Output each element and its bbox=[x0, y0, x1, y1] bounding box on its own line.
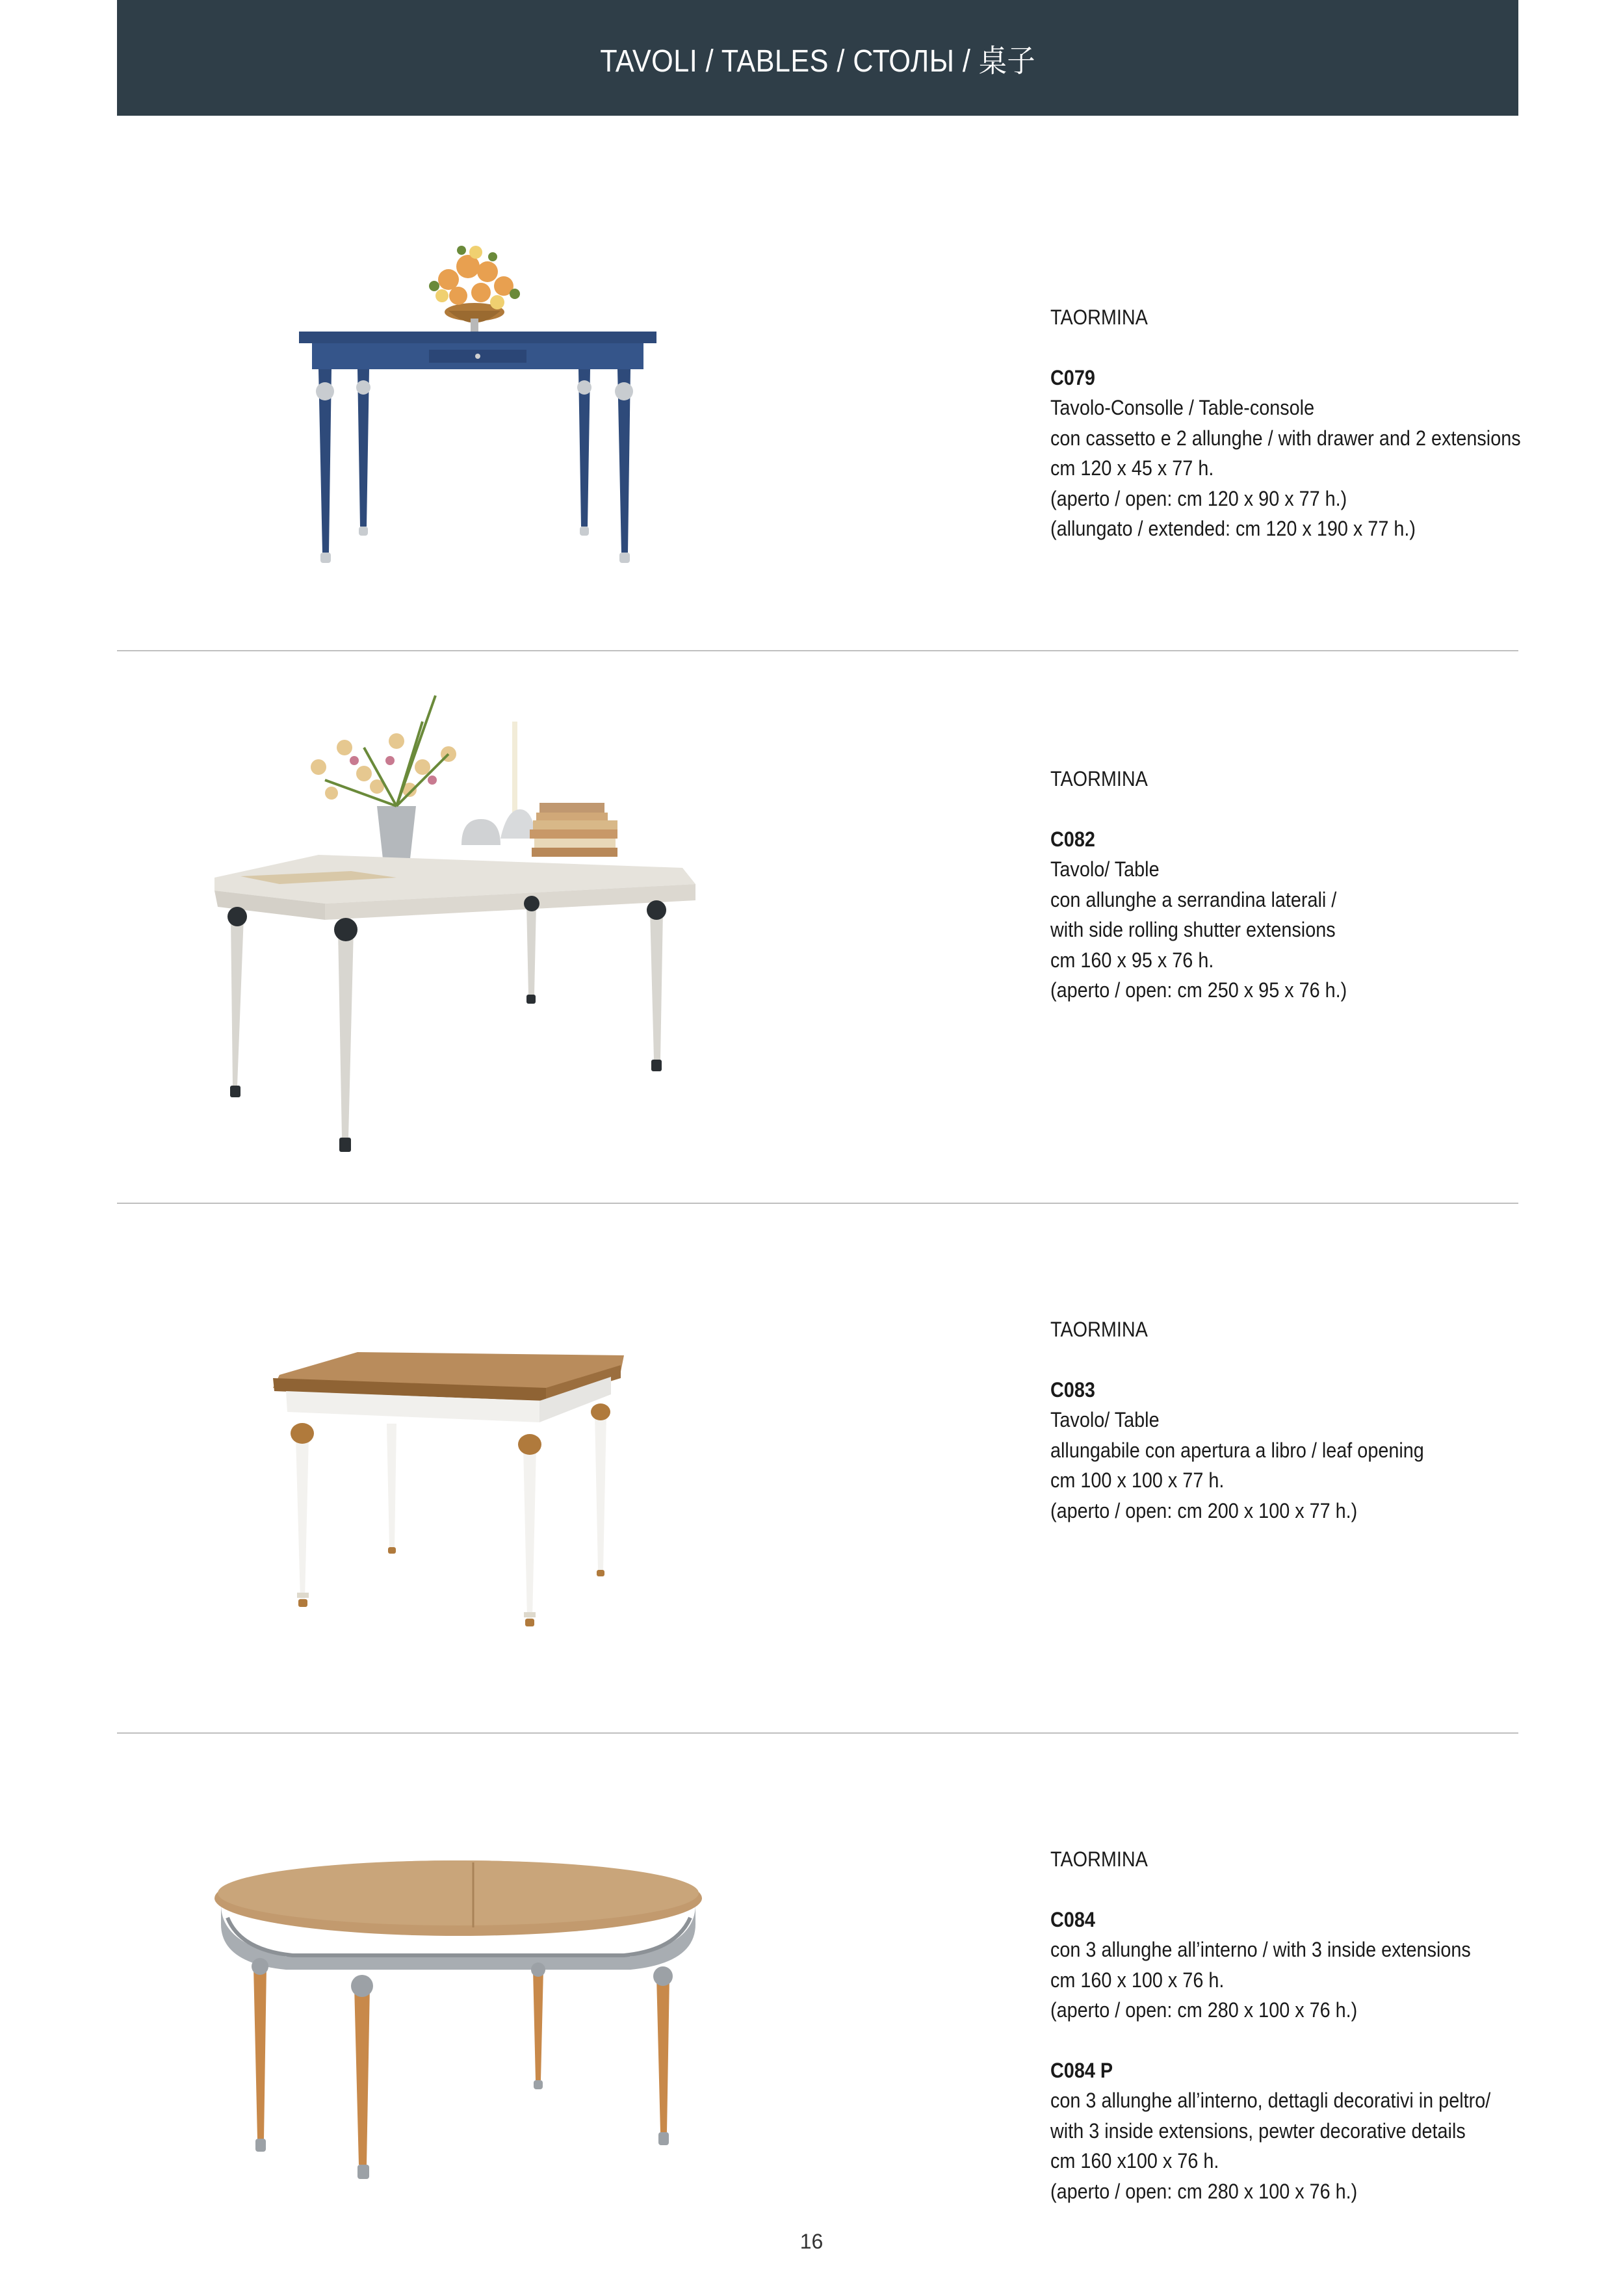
page-title: TAVOLI / TABLES / СТОЛЫ / 桌子 bbox=[600, 44, 1035, 79]
page-header bbox=[117, 0, 1518, 116]
product-description: con 3 allunghe all’interno / with 3 inside extensions bbox=[1050, 1938, 1471, 1961]
collection-name: TAORMINA bbox=[1050, 1847, 1148, 1871]
console-table-illustration bbox=[286, 221, 689, 572]
product-dimensions-open: (aperto / open: cm 200 x 100 x 77 h.) bbox=[1050, 1498, 1358, 1522]
product-code-variant: C084 P bbox=[1050, 2058, 1113, 2082]
product-code: C079 bbox=[1050, 365, 1095, 389]
product-description: Tavolo/ Table bbox=[1050, 1408, 1160, 1431]
table-c082-illustration bbox=[201, 670, 715, 1157]
section-divider bbox=[117, 650, 1518, 651]
product-info-c082 bbox=[1050, 764, 1530, 1006]
product-dimensions: cm 160 x 100 x 76 h. bbox=[1050, 1968, 1225, 1992]
product-dimensions: cm 100 x 100 x 77 h. bbox=[1050, 1468, 1225, 1492]
product-dimensions-open: (aperto / open: cm 250 x 95 x 76 h.) bbox=[1050, 978, 1347, 1002]
product-info-c079 bbox=[1050, 302, 1530, 544]
product-image-oval-table-c084 bbox=[201, 1846, 715, 2191]
product-description: Tavolo-Consolle / Table-console bbox=[1050, 396, 1315, 419]
product-dimensions-open: (aperto / open: cm 280 x 100 x 76 h.) bbox=[1050, 1998, 1358, 2022]
page-number: 16 bbox=[799, 2230, 824, 2253]
product-description: Tavolo/ Table bbox=[1050, 857, 1160, 881]
product-info-c083 bbox=[1050, 1314, 1530, 1526]
product-description: con 3 allunghe all’interno, dettagli decorativi in peltro/ bbox=[1050, 2089, 1491, 2112]
product-image-console-table bbox=[286, 221, 689, 572]
product-code: C083 bbox=[1050, 1377, 1095, 1402]
product-image-table-c082 bbox=[201, 670, 715, 1157]
section-divider bbox=[117, 1732, 1518, 1734]
product-dimensions-open: (aperto / open: cm 120 x 90 x 77 h.) bbox=[1050, 486, 1347, 510]
collection-name: TAORMINA bbox=[1050, 1318, 1148, 1341]
product-image-table-c083 bbox=[260, 1307, 656, 1638]
product-description: with side rolling shutter extensions bbox=[1050, 918, 1336, 941]
table-c083-illustration bbox=[260, 1307, 656, 1638]
product-description: allungabile con apertura a libro / leaf opening bbox=[1050, 1438, 1424, 1462]
product-description: con cassetto e 2 allunghe / with drawer and 2 extensions bbox=[1050, 426, 1521, 450]
product-description: with 3 inside extensions, pewter decorative details bbox=[1050, 2119, 1466, 2143]
product-code: C084 bbox=[1050, 1907, 1095, 1931]
collection-name: TAORMINA bbox=[1050, 767, 1148, 790]
collection-name: TAORMINA bbox=[1050, 306, 1148, 329]
product-description: con allunghe a serrandina laterali / bbox=[1050, 887, 1337, 911]
product-code: C082 bbox=[1050, 827, 1095, 851]
product-dimensions-open: (aperto / open: cm 280 x 100 x 76 h.) bbox=[1050, 2179, 1358, 2203]
oval-table-illustration bbox=[201, 1846, 715, 2191]
product-dimensions-extended: (allungato / extended: cm 120 x 190 x 77 h.) bbox=[1050, 517, 1416, 540]
product-dimensions: cm 160 x 95 x 76 h. bbox=[1050, 948, 1214, 972]
product-info-c084 bbox=[1050, 1844, 1530, 2206]
product-dimensions: cm 160 x100 x 76 h. bbox=[1050, 2149, 1219, 2172]
product-dimensions: cm 120 x 45 x 77 h. bbox=[1050, 456, 1214, 480]
section-divider bbox=[117, 1203, 1518, 1204]
